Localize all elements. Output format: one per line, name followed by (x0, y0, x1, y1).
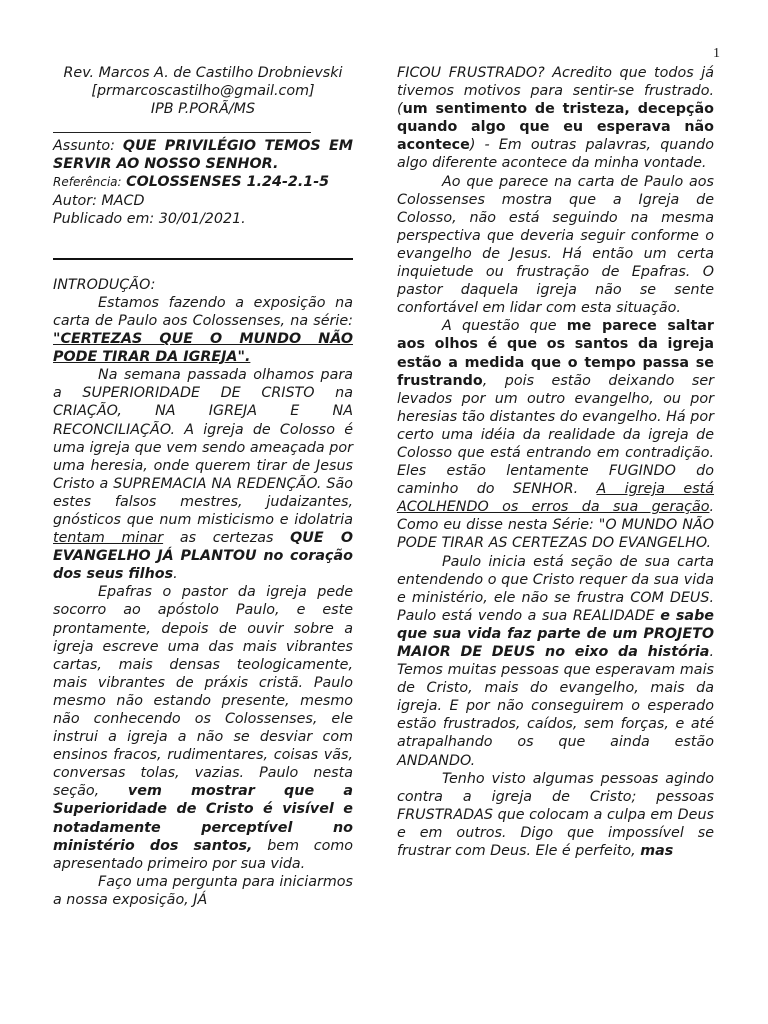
email-line: [prmarcoscastilho@gmail.com] (91, 83, 315, 100)
church-line: IPB P.PORÃ/MS (150, 101, 256, 118)
right-column (397, 64, 714, 860)
series-title: "CERTEZAS QUE O MUNDO NÃO PODE TIRAR DA IGREJA". (53, 331, 353, 366)
header-divider (53, 118, 311, 133)
paragraph-frustration: FICOU FRUSTRADO? Acredito que todos já tivemos motivos para sentir-se frustrado. (um sentimento de tristeza, decepção quando algo que eu esperava não acontece) - Em outras palavras, quando algo diferente acontece da minha vontade. (397, 65, 714, 172)
paragraph-paulo: Paulo inicia está seção de sua carta entendendo o que Cristo requer da sua vida e ministério, ele não se frustra COM DEUS. Paulo está vendo a sua REALIDADE e sabe que sua vida faz parte de um PROJETO MAIOR DE DEUS no eixo da história. Temos muitas pessoas que esperavam mais de Cristo, mais do evangelho, mais da igreja. E por não conseguirem o esperado estão frustrados, caídos, sem forças, e até atrapalhando os que ainda estão ANDANDO. (397, 553, 715, 769)
author-meta: Autor: MACD (53, 192, 145, 209)
author-header (53, 64, 353, 118)
left-column (53, 64, 353, 909)
paragraph-last-week: Na semana passada olhamos para a SUPERIORIDADE DE CRISTO na CRIAÇÃO, NA IGREJA E NA RECONCILIAÇÃO. A igreja de Colosso é uma igreja que vem sendo ameaçada por uma heresia, onde querem tirar de Jesus Cristo a SUPREMACIA NA REDENÇÃO. São estes falsos mestres, judaizantes, gnósticos que num misticismo e idolatria tentam minar as certezas QUE O EVANGELHO JÁ PLANTOU no coração dos seus filhos. (53, 367, 353, 583)
paragraph-colosso: Ao que parece na carta de Paulo aos Colossenses mostra que a Igreja de Colosso, não está seguindo na mesma perspectiva que deveria seguir conforme o evangelho de Jesus. Há então um certa inquietude ou frustração de Epafras. O pastor daquela igreja não se sente confortável em lidar com esta situação. (397, 173, 714, 317)
paragraph-intro-series: Estamos fazendo a exposição na carta de Paulo aos Colossenses, na série: "CERTEZAS QUE O MUNDO NÃO PODE TIRAR DA IGREJA". (53, 294, 353, 366)
meta-divider (53, 228, 353, 260)
reference-label: Referência: (53, 175, 122, 190)
intro-heading: INTRODUÇÃO: (53, 276, 156, 293)
paragraph-question: Faço uma pergunta para iniciarmos a nossa exposição, JÁ (53, 873, 353, 908)
reference-value: COLOSSENSES 1.24-2.1-5 (126, 174, 330, 191)
page-number: 1 (713, 46, 720, 61)
paragraph-people: Tenho visto algumas pessoas agindo contra a igreja de Cristo; pessoas FRUSTRADAS que colocam a culpa em Deus e em outros. Digo que impossível se frustrar com Deus. Ele é perfeito, mas (397, 770, 714, 860)
author-line: Rev. Marcos A. de Castilho Drobnievski (63, 65, 343, 81)
subject-label: Assunto: (53, 138, 115, 155)
paragraph-question-saints: A questão que me parece saltar aos olhos é que os santos da igreja estão a medida que o tempo passa se frustrando, pois estão deixando ser levados por um outro evangelho, ou por heresias tão distantes do evangelho. Há por certo uma idéia da realidade da igreja de Colosso que está entrando em contradição. Eles estão lentamente FUGINDO do caminho do SENHOR. A igreja está ACOLHENDO os erros da sua geração. Como eu disse nesta Série: "O MUNDO NÃO PODE TIRAR AS CERTEZAS DO EVANGELHO. (397, 318, 715, 552)
paragraph-epafras: Epafras o pastor da igreja pede socorro ao apóstolo Paulo, e este prontamente, depois de ouvir sobre a igreja escreve uma das mais vibrantes cartas, mais densas teologicamente, mais vibrantes de práxis cristã. Paulo mesmo não estando presente, mesmo não conhecendo os Colossenses, ele instrui a igreja a não se desviar com ensinos fracos, rudimentares, coisas vãs, conversas tolas, vazias. Paulo nesta seção, vem mostrar que a Superioridade de Cristo é visível e notadamente perceptível no ministério dos santos, bem como apresentado primeiro por sua vida. (53, 584, 353, 872)
published-date: Publicado em: 30/01/2021. (53, 210, 246, 227)
subject-block (53, 137, 353, 227)
subject-value: QUE PRIVILÉGIO TEMOS EM SERVIR AO NOSSO SENHOR. (53, 138, 353, 173)
